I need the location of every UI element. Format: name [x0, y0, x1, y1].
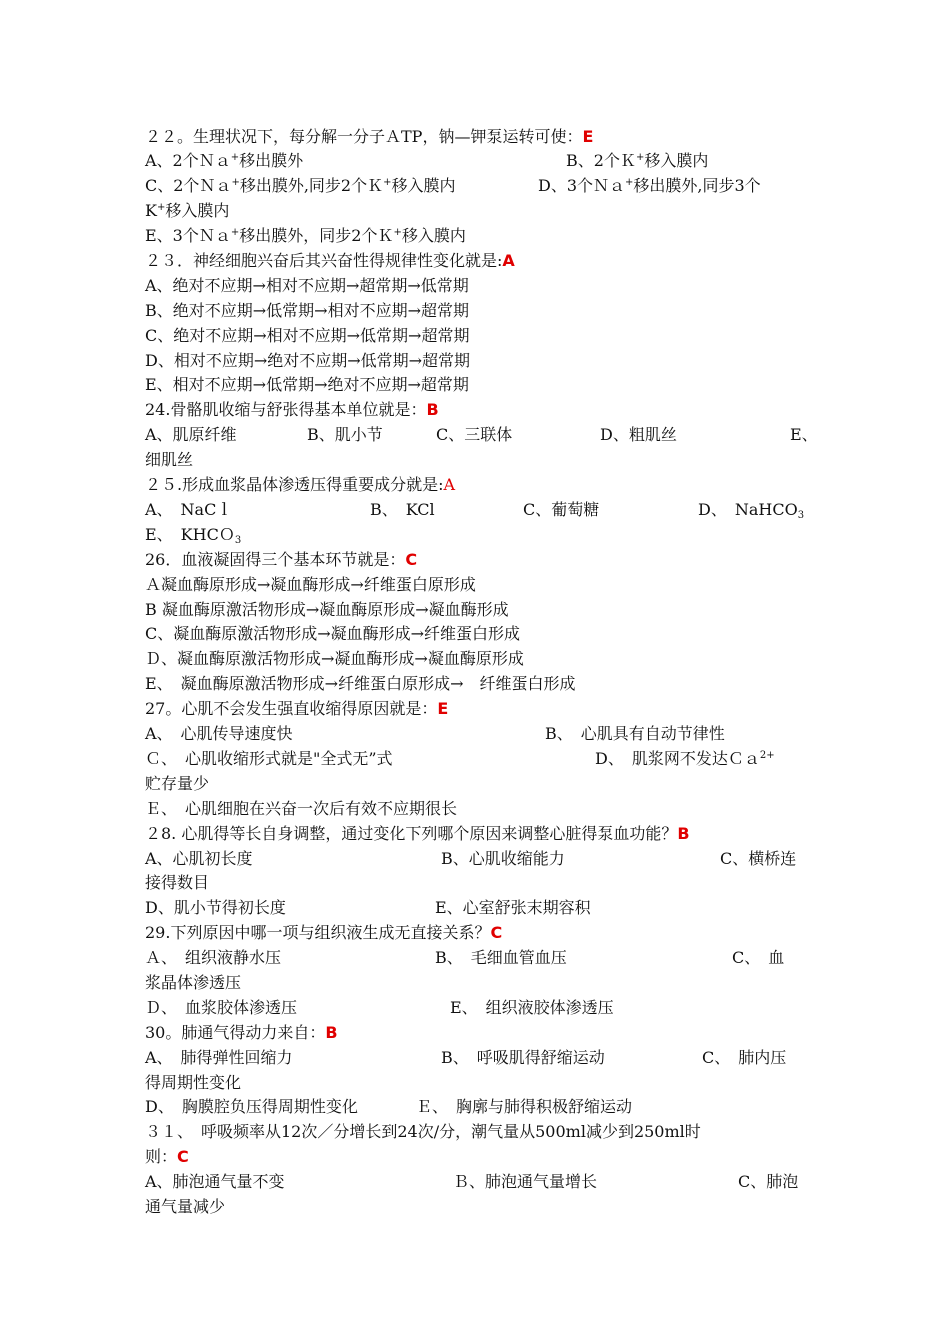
document-page: ２２。生理状况下，每分解一分子ＡTP，钠—钾泵运转可使：E A、2个Ｎａ+移出膜外 B、2个Ｋ+移入膜内 C、2个Ｎａ+移出膜外,同步2个Ｋ+移入膜内 D、3个Ｎａ+移出膜外,同步3个 K+移入膜内 E、3个Ｎａ+移出膜外，同步2个Ｋ+移入膜内 ２３．神经细胞兴奋后其兴奋性得规律性变化就是:A A、绝对不应期→相对不应期→超常期→低常期 B、绝对不应期→低常期→相对不应期→超常期 C、绝对不应期→相对不应期→低常期→超常期 D、相对不应期→绝对不应期→低常期→超常期 E、相对不应期→低常期→绝对不应期→超常期 24.骨骼肌收缩与舒张得基本单位就是：B A、肌原纤维 B、肌小节 C、三联体 D、粗肌丝 E、 细肌丝 ２５.形成血浆晶体渗透压得重要成分就是:A A、 NaCｌ B、 KCl C、葡萄糖 D、 NaHCO$_3$ E、 KHCＯ$_3$ 26．血液凝固得三个基本环节就是：C Ａ凝血酶原形成→凝血酶形成→纤维蛋白原形成 B 凝血酶原激活物形成→凝血酶原形成→凝血酶形成 C、凝血酶原激活物形成→凝血酶形成→纤维蛋白形成 Ｄ、凝血酶原激活物形成→凝血酶形成→凝血酶原形成 E、 凝血酶原激活物形成→纤维蛋白原形成→ 纤维蛋白形成 27。心肌不会发生强直收缩得原因就是：E A、 心肌传导速度快 B、 心肌具有自动节律性 Ｃ、 心肌收缩形式就是"全式无”式 D、 肌浆网不发达Ｃａ$^{2+}$ 贮存量少 Ｅ、 心肌细胞在兴奋一次后有效不应期很长 ２8. 心肌得等长自身调整，通过变化下列哪个原因来调整心脏得泵血功能？B A、心肌初长度 B、心肌收缩能力 C、横桥连 接得数目 D、肌小节得初长度 E、心室舒张末期容积 29.下列原因中哪一项与组织液生成无直接关系？C Ａ、 组织液静水压 B、 毛细血管血压 C、 血 浆晶体渗透压 Ｄ、 血浆胶体渗透压 E、 组织液胶体渗透压 30。肺通气得动力来自：B A、 肺得弹性回缩力 B、 呼吸肌得舒缩运动 C、 肺内压 得周期性变化 D、 胸膜腔负压得周期性变化 Ｅ、 胸廓与肺得积极舒缩运动 ３１、 呼吸频率从12次／分增长到24次/分，潮气量从500ml减少到250ml时 则：C A、肺泡通气量不变 Ｂ、肺泡通气量增长 C、肺泡 通气量减少 — [0, 0, 950, 1344]
question-31-stem: ３１、 呼吸频率从12次／分增长到24次/分，潮气量从500ml减少到250ml时 — [145, 1122, 701, 1141]
question-28-option-c-wrap: 接得数目 — [145, 873, 210, 892]
question-23-option-e: E、相对不应期→低常期→绝对不应期→超常期 — [145, 375, 469, 394]
question-30-options-de: D、 胸膜腔负压得周期性变化 Ｅ、 胸廓与肺得积极舒缩运动 — [145, 1097, 633, 1116]
question-23-option-c: C、绝对不应期→相对不应期→低常期→超常期 — [145, 326, 470, 345]
answer-31: C — [177, 1147, 189, 1166]
question-29-options-de: Ｄ、 血浆胶体渗透压 E、 组织液胶体渗透压 — [145, 998, 614, 1017]
question-26-option-e: E、 凝血酶原激活物形成→纤维蛋白原形成→ 纤维蛋白形成 — [145, 674, 576, 693]
answer-27: E — [437, 699, 449, 718]
question-27-option-e: Ｅ、 心肌细胞在兴奋一次后有效不应期很长 — [145, 799, 458, 818]
question-26-option-c: C、凝血酶原激活物形成→凝血酶形成→纤维蛋白形成 — [145, 624, 521, 643]
question-28-options-abc: A、心肌初长度 B、心肌收缩能力 C、横桥连 — [145, 849, 797, 868]
question-31-option-c-wrap: 通气量减少 — [145, 1197, 226, 1216]
question-29-option-c-wrap: 浆晶体渗透压 — [145, 973, 242, 992]
answer-23: A — [502, 251, 515, 270]
question-30-option-c-wrap: 得周期性变化 — [145, 1073, 242, 1092]
question-22-options-cd: C、2个Ｎａ+移出膜外,同步2个Ｋ+移入膜内 D、3个Ｎａ+移出膜外,同步3个 — [145, 176, 761, 195]
question-28-options-de: D、肌小节得初长度 E、心室舒张末期容积 — [145, 898, 591, 917]
question-31-options-abc: A、肺泡通气量不变 Ｂ、肺泡通气量增长 C、肺泡 — [145, 1172, 799, 1191]
question-25-options: A、 NaCｌ B、 KCl C、葡萄糖 D、 NaHCO$_3$ — [145, 500, 805, 521]
answer-30: B — [325, 1023, 338, 1042]
question-26-option-d: Ｄ、凝血酶原激活物形成→凝血酶形成→凝血酶原形成 — [145, 649, 524, 668]
question-30-options-abc: A、 肺得弹性回缩力 B、 呼吸肌得舒缩运动 C、 肺内压 — [145, 1048, 787, 1067]
question-26-option-b: B 凝血酶原激活物形成→凝血酶原形成→凝血酶形成 — [145, 600, 509, 619]
answer-28: B — [677, 824, 690, 843]
answer-22: E — [582, 127, 594, 146]
question-27-options-ab: A、 心肌传导速度快 B、 心肌具有自动节律性 — [145, 724, 725, 743]
question-22-options-ab: A、2个Ｎａ+移出膜外 B、2个Ｋ+移入膜内 — [145, 151, 709, 170]
question-23-option-d: D、相对不应期→绝对不应期→低常期→超常期 — [145, 351, 471, 370]
question-23-option-a: A、绝对不应期→相对不应期→超常期→低常期 — [145, 276, 469, 295]
question-26-option-a: Ａ凝血酶原形成→凝血酶形成→纤维蛋白原形成 — [145, 575, 476, 594]
question-29-options-abc: Ａ、 组织液静水压 B、 毛细血管血压 C、 血 — [145, 948, 785, 967]
question-24-option-e-wrap: 细肌丝 — [145, 450, 194, 469]
question-27-option-d-wrap: 贮存量少 — [145, 774, 210, 793]
question-24-options: A、肌原纤维 B、肌小节 C、三联体 D、粗肌丝 E、 — [145, 425, 818, 444]
question-23-option-b: B、绝对不应期→低常期→相对不应期→超常期 — [145, 301, 469, 320]
answer-25: A — [443, 475, 456, 494]
answer-29: C — [490, 923, 503, 942]
answer-24: B — [426, 400, 439, 419]
answer-26: C — [405, 550, 418, 569]
question-27-options-cd: Ｃ、 心肌收缩形式就是"全式无”式 D、 肌浆网不发达Ｃａ$^{2+}$ — [145, 749, 775, 768]
